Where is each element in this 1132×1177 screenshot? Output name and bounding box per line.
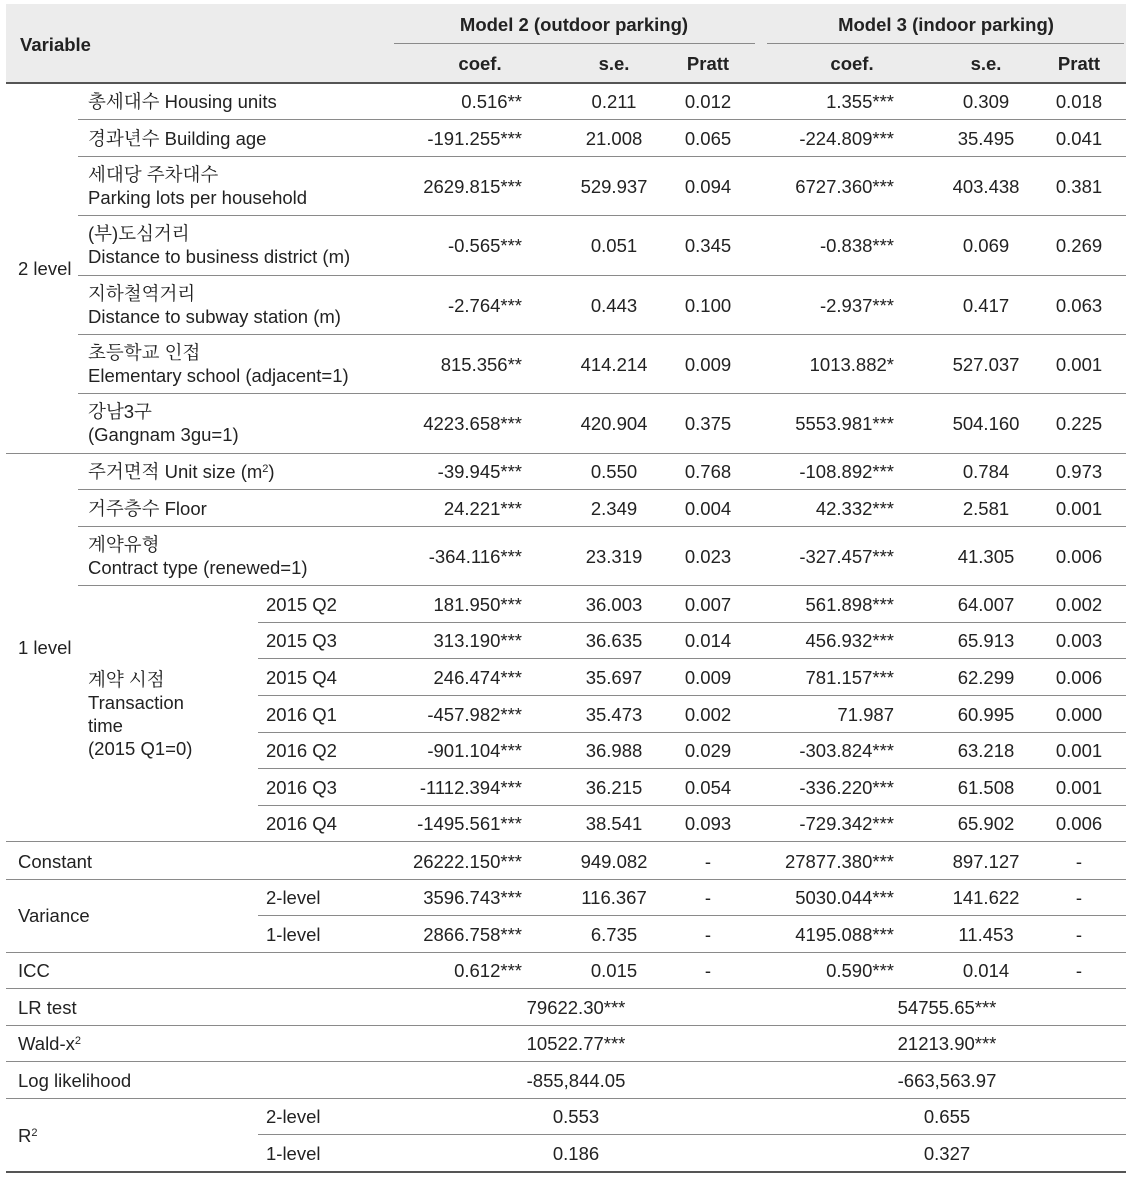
level2-row-label-line: 세대당 주차대수 xyxy=(88,164,219,185)
constant-m2-pratt: - xyxy=(704,850,712,872)
quarter-row-m3-se: 61.508 xyxy=(957,776,1015,798)
level2-row-label-line: (부)도심거리 xyxy=(88,223,190,244)
quarter-row-m3-se: 65.913 xyxy=(957,629,1015,651)
level1-row-m2-pratt: 0.768 xyxy=(684,460,732,482)
level2-row-m3-pratt: 0.381 xyxy=(1055,175,1103,197)
level2-row-m2-se: 0.443 xyxy=(590,294,638,316)
variance-row-m2-se: 6.735 xyxy=(590,923,638,945)
constant-m3-pratt: - xyxy=(1075,850,1083,872)
quarter-rule xyxy=(258,695,1126,696)
quarter-row-m2-se: 36.635 xyxy=(585,629,643,651)
row-rule xyxy=(78,526,1126,527)
lr-rule xyxy=(6,1025,1126,1026)
quarter-rule xyxy=(258,658,1126,659)
quarter-row-m2-pratt: 0.014 xyxy=(684,629,732,651)
loglik-m3: -663,563.97 xyxy=(897,1069,997,1091)
quarter-row-m2-se: 36.003 xyxy=(585,593,643,615)
level2-row-m3-coef: 1.355*** xyxy=(826,90,894,112)
quarter-row-m2-pratt: 0.007 xyxy=(684,593,732,615)
quarter-rule xyxy=(258,805,1126,806)
variance-row-m3-pratt: - xyxy=(1075,923,1083,945)
level2-row-m2-coef: 815.356** xyxy=(440,353,522,375)
variance-row-m3-coef: 5030.044*** xyxy=(795,886,894,908)
header-se-m2: s.e. xyxy=(598,52,630,74)
level1-row-m2-pratt: 0.023 xyxy=(684,545,732,567)
loglik-rule xyxy=(6,1098,1126,1099)
quarter-row-m2-se: 36.215 xyxy=(585,776,643,798)
quarter-row-m3-se: 64.007 xyxy=(957,593,1015,615)
quarter-label: 2016 Q3 xyxy=(266,776,337,798)
quarter-label: 2015 Q4 xyxy=(266,666,337,688)
row-rule xyxy=(78,215,1126,216)
quarter-row-m3-pratt: 0.001 xyxy=(1055,776,1103,798)
quarter-row-m2-coef: 181.950*** xyxy=(433,593,522,615)
variance-row-m2-coef: 3596.743*** xyxy=(423,886,522,908)
level2-row-m2-coef: -2.764*** xyxy=(447,294,522,316)
quarter-row-m2-pratt: 0.009 xyxy=(684,666,732,688)
quarter-row-m3-pratt: 0.002 xyxy=(1055,593,1103,615)
level2-row-m3-coef: -224.809*** xyxy=(799,127,894,149)
level2-row-m3-se: 35.495 xyxy=(957,127,1015,149)
level1-row-m3-pratt: 0.973 xyxy=(1055,460,1103,482)
level2-row-m2-coef: -0.565*** xyxy=(447,234,522,256)
level2-row-m2-se: 21.008 xyxy=(585,127,643,149)
header-se-m3: s.e. xyxy=(970,52,1002,74)
constant-m2-coef: 26222.150*** xyxy=(412,850,522,872)
quarter-row-m3-coef: 71.987 xyxy=(837,703,894,725)
variance-row-m2-se: 116.367 xyxy=(581,886,647,908)
level2-row-m2-pratt: 0.100 xyxy=(684,294,732,316)
level2-row-m2-coef: 2629.815*** xyxy=(423,175,522,197)
header-pratt-m2: Pratt xyxy=(686,52,730,74)
level2-row-m3-pratt: 0.063 xyxy=(1055,294,1103,316)
header-model3: Model 3 (indoor parking) xyxy=(838,13,1054,35)
wald-m3: 21213.90*** xyxy=(897,1032,997,1054)
icc-rule xyxy=(6,988,1126,989)
transaction-time-label-line: (2015 Q1=0) xyxy=(88,738,193,759)
variance-bottom-rule xyxy=(6,952,1126,953)
constant-m2-se: 949.082 xyxy=(580,850,648,872)
quarter-row-m2-se: 36.988 xyxy=(585,739,643,761)
r2-m3: 0.655 xyxy=(923,1105,971,1127)
quarter-label: 2016 Q2 xyxy=(266,739,337,761)
lr-test-m2: 79622.30*** xyxy=(526,996,626,1018)
level1-row-m2-se: 0.550 xyxy=(590,460,638,482)
quarter-row-m2-pratt: 0.054 xyxy=(684,776,732,798)
level1-row-label-line: Contract type (renewed=1) xyxy=(88,557,308,578)
level2-row-m2-pratt: 0.345 xyxy=(684,234,732,256)
row-rule xyxy=(78,489,1126,490)
level1-row-m2-coef: -39.945*** xyxy=(437,460,522,482)
variance-mid-rule xyxy=(258,915,1126,916)
level1-row-m3-se: 0.784 xyxy=(962,460,1010,482)
variance-row-m2-pratt: - xyxy=(704,886,712,908)
level1-row-m3-coef: -327.457*** xyxy=(799,545,894,567)
loglik-m2: -855,844.05 xyxy=(526,1069,626,1091)
level2-row-label-line: 지하철역거리 xyxy=(88,283,196,304)
variance-sub: 2-level xyxy=(266,886,321,908)
row-rule xyxy=(78,585,1126,586)
level1-row-m3-se: 41.305 xyxy=(957,545,1015,567)
level2-row-m3-pratt: 0.018 xyxy=(1055,90,1103,112)
level2-row-m2-coef: 4223.658*** xyxy=(423,412,522,434)
quarter-row-m2-coef: -1112.394*** xyxy=(419,776,522,798)
quarter-label: 2015 Q2 xyxy=(266,593,337,615)
level1-row-m2-pratt: 0.004 xyxy=(684,497,732,519)
constant-m3-coef: 27877.380*** xyxy=(784,850,894,872)
quarter-row-m3-pratt: 0.000 xyxy=(1055,703,1103,725)
level2-row-m2-se: 414.214 xyxy=(580,353,648,375)
level2-row-m3-se: 0.309 xyxy=(962,90,1010,112)
level2-row-m2-coef: -191.255*** xyxy=(427,127,522,149)
quarter-rule xyxy=(258,768,1126,769)
quarter-row-m2-coef: 313.190*** xyxy=(433,629,522,651)
quarter-row-m2-pratt: 0.029 xyxy=(684,739,732,761)
level2-row-label-line: Elementary school (adjacent=1) xyxy=(88,365,349,386)
r2-m2: 0.186 xyxy=(552,1142,600,1164)
level2-row-m3-se: 0.417 xyxy=(962,294,1010,316)
level1-row-m3-coef: -108.892*** xyxy=(799,460,894,482)
level2-row-m3-se: 504.160 xyxy=(952,412,1020,434)
variance-row-m3-se: 141.622 xyxy=(952,886,1020,908)
level2-row-m2-pratt: 0.009 xyxy=(684,353,732,375)
level1-row-label-line: 거주층수 Floor xyxy=(88,497,207,519)
level2-row-m2-coef: 0.516** xyxy=(461,90,522,112)
level2-row-m2-se: 420.904 xyxy=(580,412,648,434)
level2-row-m3-coef: 5553.981*** xyxy=(795,412,894,434)
level1-row-label: 주거면적 Unit size $(m^2)$ xyxy=(88,460,275,482)
header-variable: Variable xyxy=(20,33,91,55)
level1-bottom-rule xyxy=(6,841,1126,842)
variance-label: Variance xyxy=(18,904,90,926)
variance-row-m2-coef: 2866.758*** xyxy=(423,923,522,945)
level2-row-m3-coef: -0.838*** xyxy=(819,234,894,256)
quarter-row-m3-se: 60.995 xyxy=(957,703,1015,725)
constant-rule xyxy=(6,879,1126,880)
quarter-rule xyxy=(258,622,1126,623)
quarter-row-m3-pratt: 0.003 xyxy=(1055,629,1103,651)
icc-m2-pratt: - xyxy=(704,959,712,981)
quarter-row-m2-pratt: 0.093 xyxy=(684,812,732,834)
r2-sub: 1-level xyxy=(266,1142,321,1164)
quarter-row-m3-pratt: 0.006 xyxy=(1055,812,1103,834)
icc-m3-pratt: - xyxy=(1075,959,1083,981)
quarter-row-m3-coef: 561.898*** xyxy=(805,593,894,615)
quarter-row-m3-coef: -336.220*** xyxy=(799,776,894,798)
level1-row-m3-coef: 42.332*** xyxy=(815,497,894,519)
icc-m2-se: 0.015 xyxy=(590,959,638,981)
quarter-row-m2-se: 35.697 xyxy=(585,666,643,688)
level1-row-m2-coef: -364.116*** xyxy=(428,545,522,567)
row-rule xyxy=(78,156,1126,157)
level2-row-m2-pratt: 0.375 xyxy=(684,412,732,434)
header-pratt-m3: Pratt xyxy=(1057,52,1101,74)
quarter-row-m2-coef: -457.982*** xyxy=(427,703,522,725)
level2-row-m3-se: 527.037 xyxy=(952,353,1020,375)
level2-row-m2-pratt: 0.065 xyxy=(684,127,732,149)
level2-row-label-line: Distance to subway station (m) xyxy=(88,306,341,327)
wald-rule xyxy=(6,1061,1126,1062)
row-rule xyxy=(78,393,1126,394)
quarter-row-m3-coef: -729.342*** xyxy=(799,812,894,834)
quarter-row-m3-se: 65.902 xyxy=(957,812,1015,834)
quarter-row-m2-coef: 246.474*** xyxy=(433,666,522,688)
quarter-row-m3-pratt: 0.006 xyxy=(1055,666,1103,688)
quarter-label: 2016 Q1 xyxy=(266,703,337,725)
level1-row-m2-coef: 24.221*** xyxy=(443,497,522,519)
wald-label: Wald-$x^2$ xyxy=(18,1032,81,1054)
wald-m2: 10522.77*** xyxy=(526,1032,626,1054)
variance-row-m3-coef: 4195.088*** xyxy=(795,923,894,945)
header-model3-rule xyxy=(767,43,1124,44)
level2-row-label-line: 초등학교 인접 xyxy=(88,342,201,363)
row-rule xyxy=(78,275,1126,276)
icc-label: ICC xyxy=(18,959,50,981)
level2-row-label-line: Parking lots per household xyxy=(88,187,308,208)
loglik-label: Log likelihood xyxy=(18,1069,132,1091)
level2-row-label-line: 경과년수 Building age xyxy=(88,127,267,149)
variance-sub: 1-level xyxy=(266,923,321,945)
quarter-row-m2-se: 35.473 xyxy=(585,703,643,725)
level2-row-m3-coef: 1013.882* xyxy=(809,353,894,375)
quarter-row-m3-se: 62.299 xyxy=(957,666,1015,688)
variance-row-m3-pratt: - xyxy=(1075,886,1083,908)
quarter-rule xyxy=(258,732,1126,733)
lr-test-label: LR test xyxy=(18,996,77,1018)
header-coef-m2: coef. xyxy=(458,52,502,74)
level1-row-m3-pratt: 0.006 xyxy=(1055,545,1103,567)
level1-row-m2-se: 23.319 xyxy=(585,545,643,567)
level2-bottom-rule xyxy=(6,453,1126,454)
quarter-row-m3-pratt: 0.001 xyxy=(1055,739,1103,761)
level1-row-label-line: 계약유형 xyxy=(88,534,160,555)
group-level1: 1 level xyxy=(18,636,72,658)
constant-m3-se: 897.127 xyxy=(952,850,1020,872)
transaction-time-label-line: 계약 시점 xyxy=(88,669,165,690)
quarter-row-m3-coef: 781.157*** xyxy=(805,666,894,688)
level2-row-label-line: 총세대수 Housing units xyxy=(88,90,277,112)
level2-row-m3-pratt: 0.041 xyxy=(1055,127,1103,149)
r2-mid-rule xyxy=(258,1134,1126,1135)
quarter-row-m3-coef: -303.824*** xyxy=(799,739,894,761)
icc-m2-coef: 0.612*** xyxy=(454,959,522,981)
level2-row-m2-se: 529.937 xyxy=(580,175,648,197)
level2-row-m3-pratt: 0.225 xyxy=(1055,412,1103,434)
quarter-label: 2015 Q3 xyxy=(266,629,337,651)
quarter-row-m3-se: 63.218 xyxy=(957,739,1015,761)
quarter-row-m2-coef: -901.104*** xyxy=(427,739,522,761)
quarter-label: 2016 Q4 xyxy=(266,812,337,834)
quarter-row-m3-coef: 456.932*** xyxy=(805,629,894,651)
level2-row-m3-coef: -2.937*** xyxy=(819,294,894,316)
header-model2-rule xyxy=(394,43,755,44)
level1-row-m3-se: 2.581 xyxy=(962,497,1010,519)
level2-row-m2-pratt: 0.012 xyxy=(684,90,732,112)
icc-m3-se: 0.014 xyxy=(962,959,1010,981)
icc-m3-coef: 0.590*** xyxy=(826,959,894,981)
level2-row-m3-se: 403.438 xyxy=(952,175,1020,197)
quarter-row-m2-coef: -1495.561*** xyxy=(417,812,522,834)
level2-row-label-line: Distance to business district (m) xyxy=(88,246,351,267)
r2-label: $R^2$ xyxy=(18,1124,38,1146)
r2-sub: 2-level xyxy=(266,1105,321,1127)
level2-row-m3-coef: 6727.360*** xyxy=(795,175,894,197)
level2-row-m2-se: 0.051 xyxy=(590,234,638,256)
transaction-time-label-line: Transaction xyxy=(88,692,184,713)
row-rule xyxy=(78,334,1126,335)
constant-label: Constant xyxy=(18,850,93,872)
lr-test-m3: 54755.65*** xyxy=(897,996,997,1018)
level2-row-m3-pratt: 0.001 xyxy=(1055,353,1103,375)
level1-row-m3-pratt: 0.001 xyxy=(1055,497,1103,519)
r2-m3: 0.327 xyxy=(923,1142,971,1164)
level2-row-label-line: 강남3구 xyxy=(88,401,152,422)
header-coef-m3: coef. xyxy=(830,52,874,74)
level2-row-m3-pratt: 0.269 xyxy=(1055,234,1103,256)
row-rule xyxy=(78,119,1126,120)
header-model2: Model 2 (outdoor parking) xyxy=(459,13,689,35)
table-bottom-rule xyxy=(6,1171,1126,1173)
level2-row-label-line: (Gangnam 3gu=1) xyxy=(88,424,239,445)
quarter-row-m2-se: 38.541 xyxy=(585,812,643,834)
transaction-time-label-line: time xyxy=(88,715,123,736)
quarter-row-m2-pratt: 0.002 xyxy=(684,703,732,725)
level2-row-m2-pratt: 0.094 xyxy=(684,175,732,197)
variance-row-m2-pratt: - xyxy=(704,923,712,945)
r2-m2: 0.553 xyxy=(552,1105,600,1127)
level2-row-m3-se: 0.069 xyxy=(962,234,1010,256)
variance-row-m3-se: 11.453 xyxy=(958,923,1014,945)
level1-row-m2-se: 2.349 xyxy=(590,497,638,519)
group-level2: 2 level xyxy=(18,257,72,279)
header-bottom-rule xyxy=(6,82,1126,84)
level2-row-m2-se: 0.211 xyxy=(591,90,637,112)
